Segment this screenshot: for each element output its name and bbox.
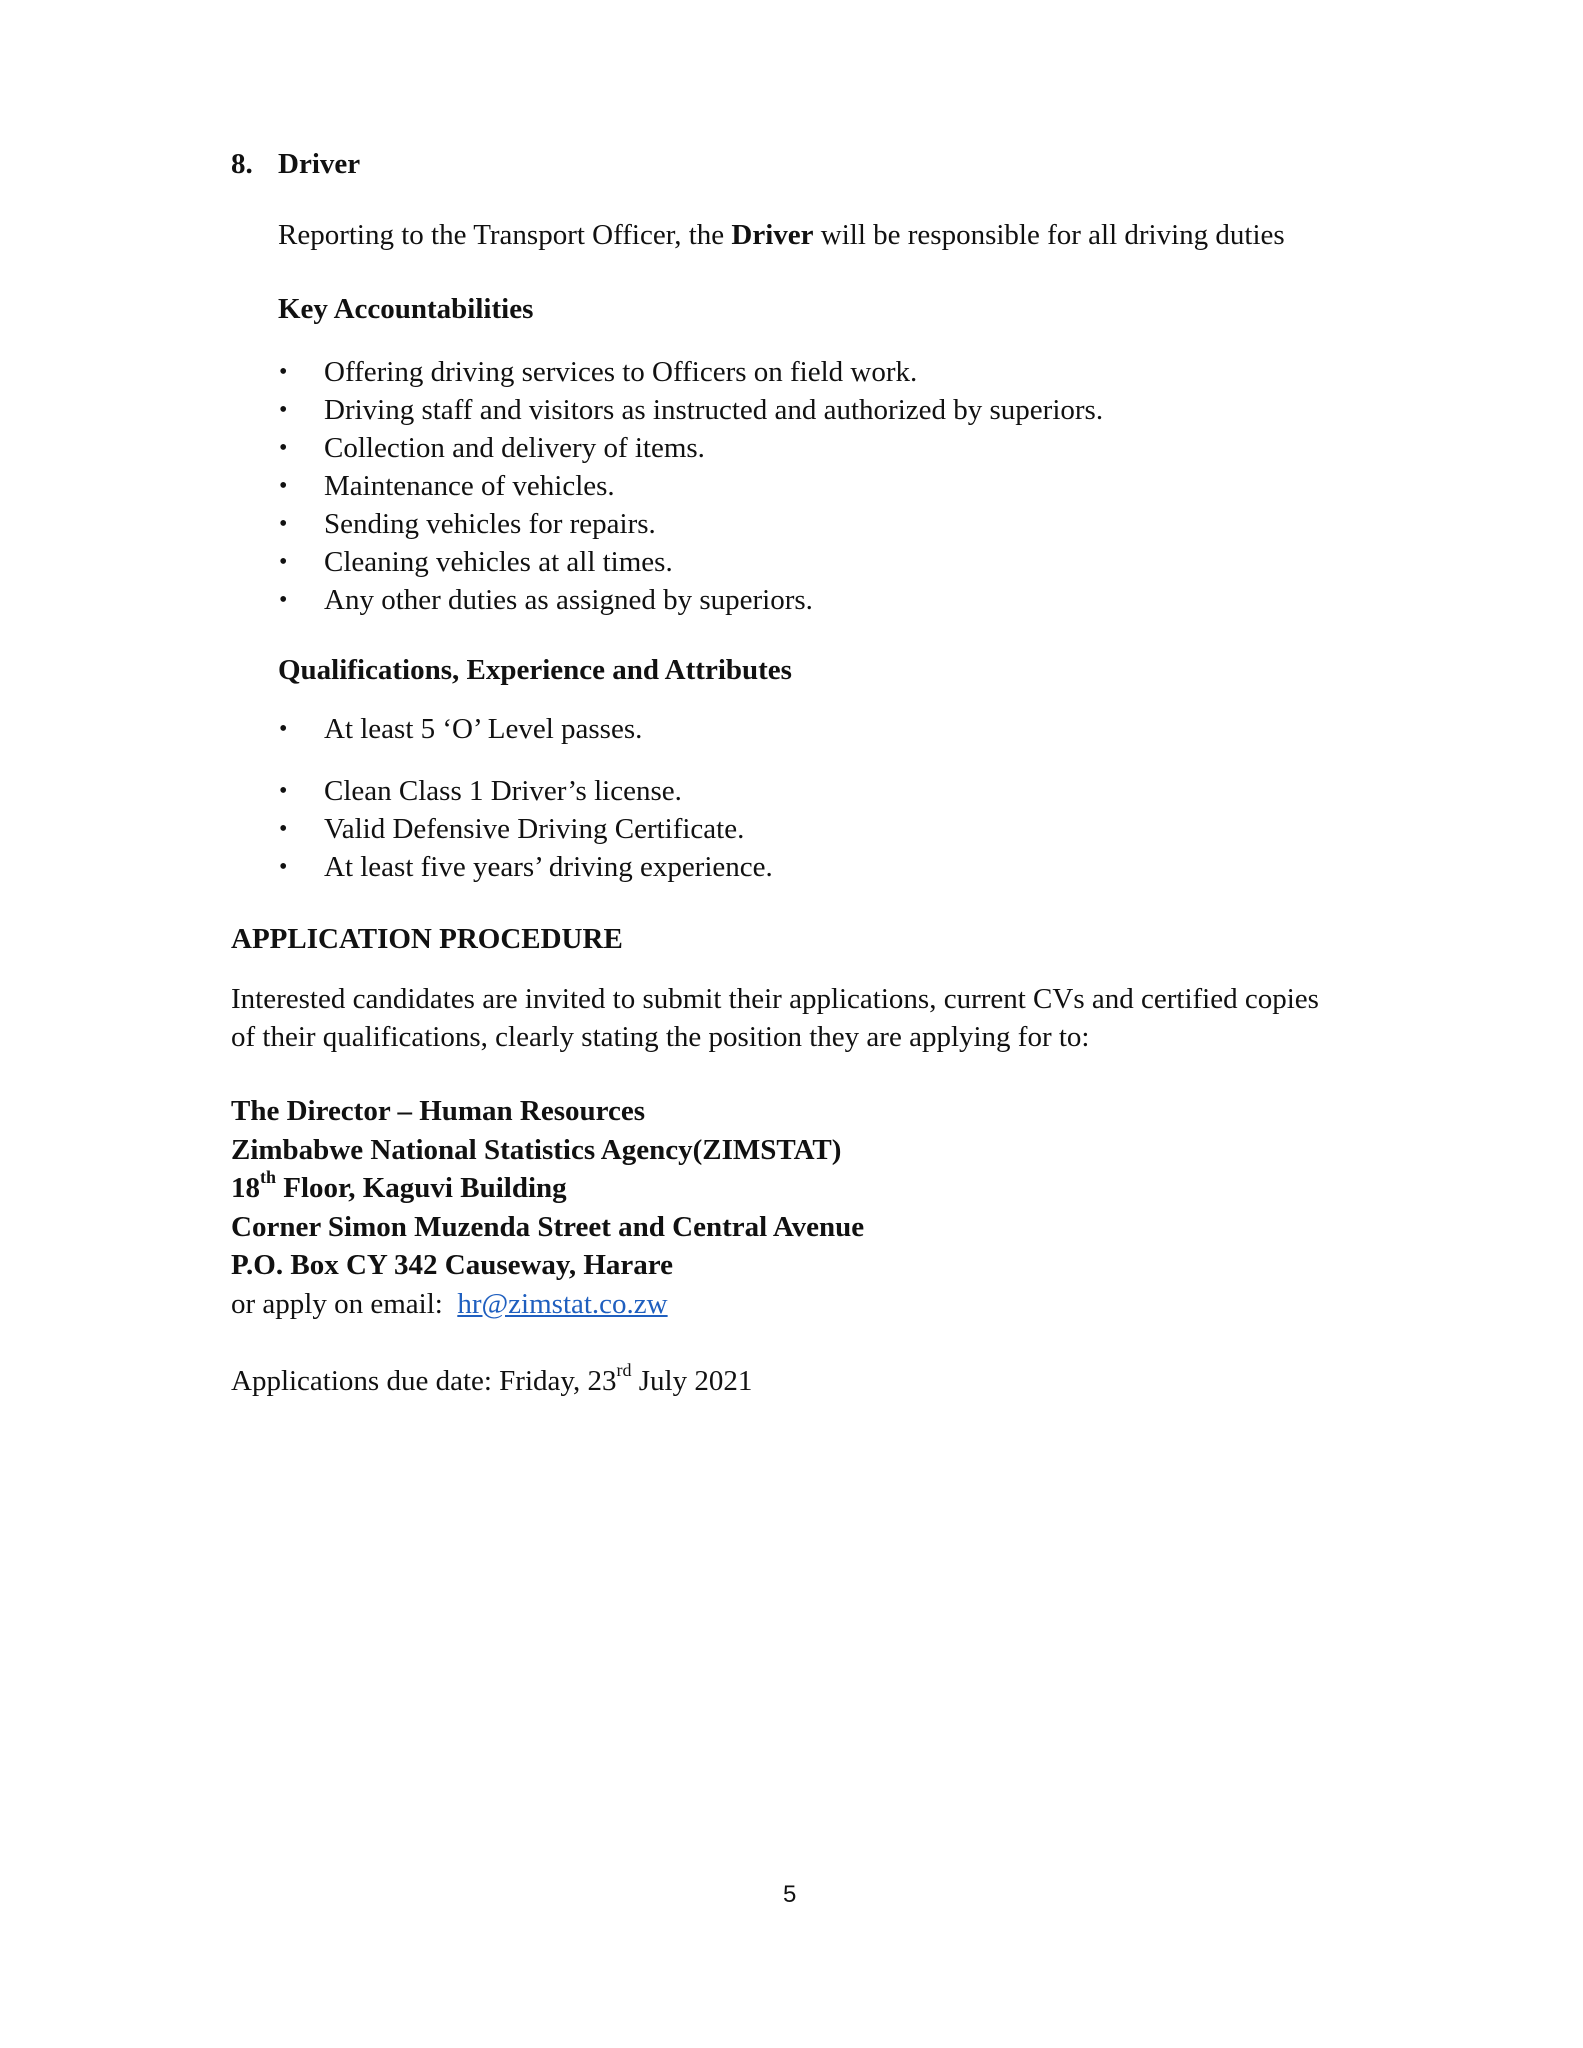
key-accountabilities-heading: Key Accountabilities [278,293,534,325]
list-item: • Cleaning vehicles at all times. [0,543,1103,581]
address-floor-suffix: th [260,1167,277,1188]
qualifications-list-first [0,710,642,748]
application-paragraph-line2: of their qualifications, clearly stating the position they are applying for to: [231,1021,1090,1053]
address-line [231,1169,864,1208]
intro-text-before: Reporting to the Transport Officer, the [278,219,732,251]
due-date-prefix: Applications due date: Friday, 23 [231,1365,617,1397]
due-date [231,1360,753,1397]
list-item: • Any other duties as assigned by superiors. [0,581,1103,619]
address-line: Corner Simon Muzenda Street and Central Avenue [231,1210,865,1243]
intro-text-after: will be responsible for all driving duties [813,219,1285,251]
list-item: • Maintenance of vehicles. [0,467,1103,505]
list-item: • Driving staff and visitors as instructed and authorized by superiors. [0,391,1103,429]
qualifications-heading: Qualifications, Experience and Attributes [278,654,792,686]
list-item: • Clean Class 1 Driver’s license. [0,772,773,810]
list-item: • Offering driving services to Officers on field work. [0,353,1103,391]
application-heading: APPLICATION PROCEDURE [231,923,623,955]
postal-address [231,1092,864,1323]
page-number: 5 [783,1881,797,1908]
key-accountabilities-list [0,353,1103,619]
address-line: Zimbabwe National Statistics Agency(ZIMSTAT) [231,1133,842,1166]
application-paragraph-line1: Interested candidates are invited to submit their applications, current CVs and certified copies [231,983,1319,1015]
address-line: P.O. Box CY 342 Causeway, Harare [231,1249,673,1281]
address-line: The Director – Human Resources [231,1095,646,1127]
qualifications-list [0,772,773,886]
list-item: • Sending vehicles for repairs. [0,505,1103,543]
intro-text-bold: Driver [731,219,814,251]
address-floor-building: Floor, Kaguvi Building [276,1172,567,1204]
email-line [231,1285,864,1324]
due-date-suffix: rd [616,1360,632,1381]
list-item: • Collection and delivery of items. [0,429,1103,467]
email-prefix: or apply on email: [231,1287,458,1320]
list-item: • Valid Defensive Driving Certificate. [0,810,773,848]
due-date-month-year: July 2021 [631,1365,753,1397]
section-number: 8. [231,148,253,180]
section-intro [278,221,1285,250]
section-title: Driver [278,148,361,180]
email-link[interactable]: hr@zimstat.co.zw [457,1287,668,1320]
list-item: • At least 5 ‘O’ Level passes. [0,710,642,748]
address-floor-number: 18 [231,1172,260,1204]
list-item: • At least five years’ driving experience. [0,848,773,886]
